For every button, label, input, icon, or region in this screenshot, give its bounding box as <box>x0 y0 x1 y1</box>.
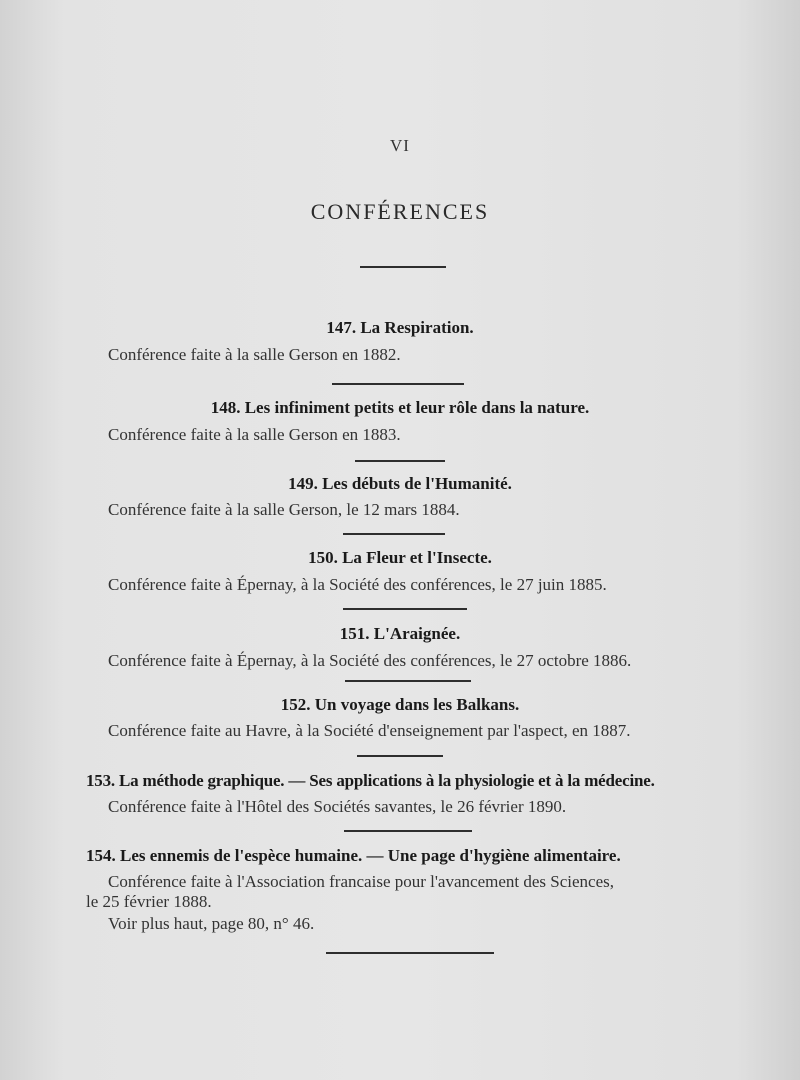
entry-number: 153. <box>86 771 115 790</box>
entry-title-text: Les infiniment petits et leur rôle dans la nature. <box>244 398 590 417</box>
entry-title-text: Un voyage dans les Balkans. <box>314 695 520 714</box>
entry-description-continued: le 25 février 1888. <box>86 892 212 911</box>
entry-description: Conférence faite à la salle Gerson, le 12 mars 1884. <box>108 500 460 519</box>
entry-title-text: Les débuts de l'Humanité. <box>322 474 512 493</box>
divider <box>343 608 467 610</box>
entry-title <box>0 398 800 418</box>
divider <box>343 533 445 535</box>
chapter-number: VI <box>390 136 410 155</box>
entry-title <box>0 695 800 715</box>
divider <box>344 830 472 832</box>
divider <box>326 952 494 954</box>
entry-number: 149. <box>288 474 318 493</box>
entry-description: Conférence faite au Havre, à la Société d'enseignement par l'aspect, en 1887. <box>108 721 631 740</box>
entry-description: Conférence faite à Épernay, à la Société des conférences, le 27 juin 1885. <box>108 575 607 594</box>
entry-title <box>86 846 621 866</box>
page-heading: CONFÉRENCES <box>310 199 490 224</box>
entry-title-text: La Respiration. <box>360 318 474 337</box>
entry-number: 154. <box>86 846 116 865</box>
entry-title-text: Les ennemis de l'espèce humaine. — Une page d'hygiène alimentaire. <box>120 846 621 865</box>
entry-number: 147. <box>326 318 357 337</box>
entry-description: Conférence faite à la salle Gerson en 1883. <box>108 425 401 444</box>
entry-number: 148. <box>210 398 241 417</box>
divider <box>332 383 464 385</box>
entry-number: 151. <box>339 624 370 643</box>
divider <box>355 460 445 462</box>
entry-description: Conférence faite à l'Association francaise pour l'avancement des Sciences, <box>108 872 614 891</box>
entry-number: 152. <box>280 695 311 714</box>
entry-description: Conférence faite à l'Hôtel des Sociétés savantes, le 26 février 1890. <box>108 797 567 816</box>
divider <box>345 680 471 682</box>
entry-title <box>0 318 800 338</box>
divider <box>360 266 446 268</box>
entry-title <box>86 771 655 791</box>
entry-title-text: La méthode graphique. — Ses applications à la physiologie et à la médecine. <box>119 771 655 790</box>
entry-title <box>0 474 800 494</box>
divider <box>357 755 443 757</box>
entry-title <box>0 624 800 644</box>
entry-title <box>0 548 800 568</box>
entry-title-text: L'Araignée. <box>373 624 461 643</box>
entry-description: Conférence faite à Épernay, à la Société des conférences, le 27 octobre 1886. <box>108 651 632 670</box>
entry-description: Conférence faite à la salle Gerson en 1882. <box>108 345 401 364</box>
entry-number: 150. <box>308 548 338 567</box>
entry-note: Voir plus haut, page 80, n° 46. <box>108 914 315 933</box>
entry-title-text: La Fleur et l'Insecte. <box>342 548 492 567</box>
